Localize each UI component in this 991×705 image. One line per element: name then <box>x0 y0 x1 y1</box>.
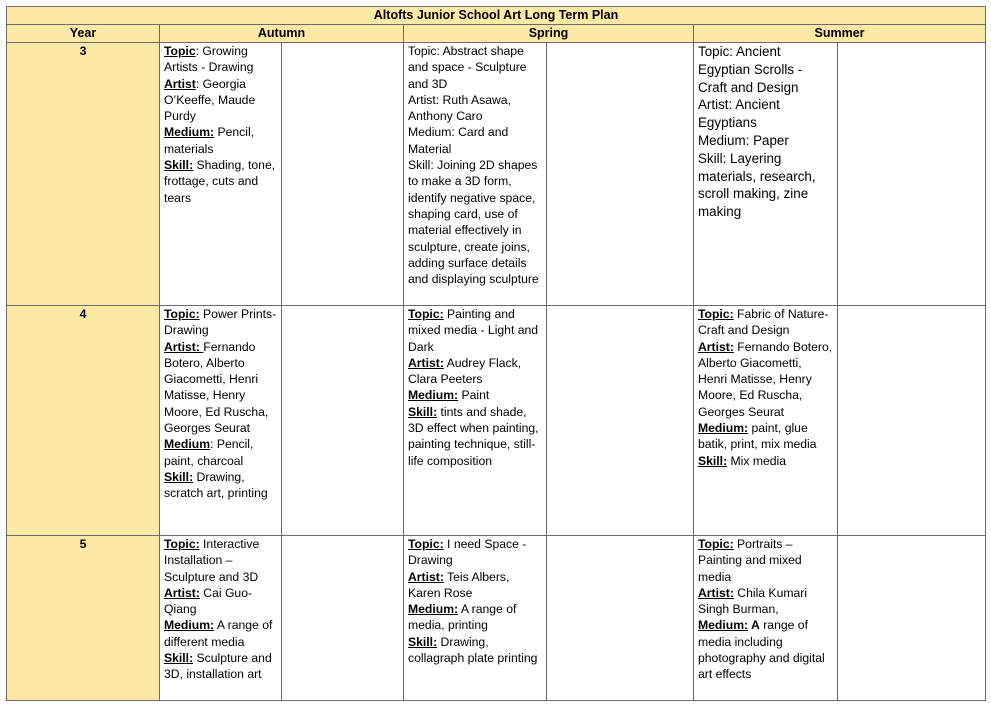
page-title: Altofts Junior School Art Long Term Plan <box>7 7 986 25</box>
medium-text: Medium: Card and Material <box>408 125 509 156</box>
medium-text: Paint <box>458 388 490 403</box>
skill-label: Skill: <box>164 158 194 173</box>
topic-label: Topic: <box>408 537 444 551</box>
art-plan-table <box>6 6 986 701</box>
spring-cell <box>404 43 547 306</box>
skill-label: Skill: <box>408 404 438 419</box>
topic-label: Topic: <box>164 537 200 551</box>
topic-text: Portraits – Painting and mixed media <box>698 537 802 584</box>
empty-cell <box>838 306 986 536</box>
topic-label: Topic <box>164 44 196 58</box>
skill-label: Skill: <box>698 453 728 468</box>
topic-text: Power Prints- Drawing <box>164 307 277 338</box>
artist-text: Cai Guo-Qiang <box>164 585 253 617</box>
skill-text: Drawing, scratch art, printing <box>164 469 268 501</box>
skill-text: Mix media <box>727 453 787 468</box>
summer-cell <box>694 306 838 536</box>
topic-label: Topic: <box>698 307 734 321</box>
medium-text: Medium: Paper <box>698 132 789 148</box>
medium-label: Medium: <box>698 421 749 436</box>
artist-label: Artist: <box>164 339 204 354</box>
artist-text: Artist: Ruth Asawa, Anthony Caro <box>408 92 511 124</box>
header-summer: Summer <box>694 25 986 43</box>
table-row <box>7 306 986 536</box>
medium-label: Medium: <box>698 618 749 633</box>
topic-text: I need Space - Drawing <box>408 537 527 568</box>
year-cell: 5 <box>7 536 160 701</box>
summer-cell <box>694 43 838 306</box>
empty-cell <box>282 536 404 701</box>
artist-text: : Georgia O’Keeffe, Maude Purdy <box>164 76 256 124</box>
table-row <box>7 536 986 701</box>
artist-text: Artist: Ancient Egyptians <box>698 97 780 131</box>
skill-label: Skill: <box>164 469 194 484</box>
medium-text: range of media including photography and digital art effects <box>698 618 825 682</box>
topic-text: Topic: Ancient Egyptian Scrolls - Craft and Design <box>698 44 803 95</box>
medium-text: Pencil, materials <box>164 125 255 156</box>
medium-label: Medium: <box>408 602 459 617</box>
skill-text: Skill: Layering materials, research, scroll making, zine making <box>698 150 816 220</box>
summer-cell <box>694 536 838 701</box>
empty-cell <box>547 306 694 536</box>
header-year: Year <box>7 25 160 43</box>
empty-cell <box>282 306 404 536</box>
topic-text: Painting and mixed media - Light and Dark <box>408 307 539 354</box>
autumn-cell <box>160 43 282 306</box>
skill-text: tints and shade, 3D effect when painting, painting technique, still-life composition <box>408 404 539 468</box>
artist-label: Artist: <box>408 355 444 370</box>
header-spring: Spring <box>404 25 694 43</box>
skill-label: Skill: <box>408 634 438 649</box>
medium-text: paint, glue batik, print, mix media <box>698 421 817 452</box>
skill-text: Sculpture and 3D, installation art <box>164 651 272 682</box>
medium-label: Medium: <box>408 388 459 403</box>
spring-cell <box>404 306 547 536</box>
year-cell: 4 <box>7 306 160 536</box>
empty-cell <box>838 536 986 701</box>
artist-text: Fernando Botero, Alberto Giacometti, Henri Matisse, Henry Moore, Ed Ruscha, Georges Seurat <box>164 339 269 436</box>
topic-label: Topic: <box>408 307 444 321</box>
artist-label: Artist: <box>164 585 200 600</box>
empty-cell <box>282 43 404 306</box>
topic-text: Topic: Abstract shape and space - Sculpture and 3D <box>408 44 527 91</box>
skill-text: Drawing, collagraph plate printing <box>408 634 538 666</box>
topic-text: Interactive Installation – Sculpture and 3D <box>164 537 260 584</box>
artist-label: Artist: <box>408 569 444 584</box>
empty-cell <box>547 536 694 701</box>
spring-cell <box>404 536 547 701</box>
topic-text: : Growing Artists - Drawing <box>164 44 254 75</box>
medium-bold-text: A <box>748 618 760 633</box>
topic-label: Topic: <box>698 537 734 551</box>
year-cell: 3 <box>7 43 160 306</box>
artist-text: Teis Albers, Karen Rose <box>408 569 510 600</box>
skill-text: Skill: Joining 2D shapes to make a 3D form, identify negative space, shaping card, use of material effectively in sculpture, create joins, adding surface details and displaying sculpture <box>408 158 539 287</box>
medium-text: A range of media, printing <box>408 602 517 633</box>
topic-text: Fabric of Nature- Craft and Design <box>698 307 829 338</box>
header-autumn: Autumn <box>160 25 404 43</box>
topic-label: Topic: <box>164 307 200 321</box>
medium-label: Medium: <box>164 125 215 140</box>
artist-label: Artist: <box>698 339 734 354</box>
artist-label: Artist: <box>698 585 734 600</box>
medium-label: Medium <box>164 437 211 452</box>
empty-cell <box>547 43 694 306</box>
table-row <box>7 43 986 306</box>
medium-text: : Pencil, paint, charcoal <box>164 437 254 468</box>
empty-cell <box>838 43 986 306</box>
skill-label: Skill: <box>164 651 194 666</box>
artist-text: Fernando Botero, Alberto Giacometti, Henri Matisse, Henry Moore, Ed Ruscha, Georges Seurat <box>698 339 833 419</box>
medium-label: Medium: <box>164 618 215 633</box>
autumn-cell <box>160 536 282 701</box>
autumn-cell <box>160 306 282 536</box>
artist-text: Chila Kumari Singh Burman, <box>698 585 808 617</box>
medium-text: A range of different media <box>164 618 273 649</box>
skill-text: Shading, tone, frottage, cuts and tears <box>164 158 276 205</box>
artist-label: Artist <box>164 76 196 91</box>
artist-text: Audrey Flack, Clara Peeters <box>408 355 522 387</box>
